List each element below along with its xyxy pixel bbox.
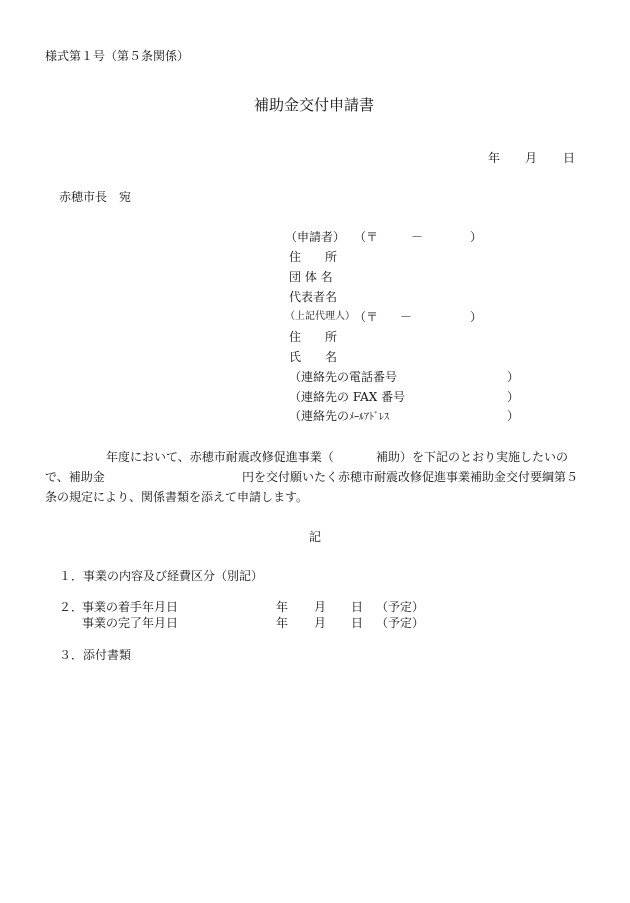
- applicant-rep-label: 代表者名: [289, 290, 338, 304]
- contact-email-small: ﾒｰﾙｱﾄﾞﾚｽ: [349, 412, 390, 423]
- applicant-address-label: 住 所: [289, 250, 338, 264]
- contact-email-prefix: （連絡先の: [289, 409, 350, 423]
- item2-end-label: 事業の完了年月日: [82, 616, 179, 630]
- agent-address-label: 住 所: [289, 330, 338, 344]
- agent-postal-open: （〒: [354, 310, 379, 324]
- item2-number: ２．: [59, 600, 84, 614]
- date-month: 月: [525, 151, 538, 165]
- agent-label: （上記代理人）: [285, 311, 355, 322]
- body-line1-b: 補助）を下記のとおり実施したいの: [376, 450, 569, 464]
- applicant-postal-dash: －: [411, 230, 424, 244]
- item2-end-year: 年: [276, 616, 289, 630]
- applicant-postal-close: ）: [470, 230, 483, 244]
- item2-start-planned: （予定）: [376, 600, 425, 614]
- body-line2-a: で、補助金: [45, 470, 105, 484]
- body-line3: 条の規定により、関係書類を添えて申請します。: [45, 490, 309, 504]
- item3: ３．添付書類: [59, 648, 132, 662]
- date-day: 日: [563, 151, 576, 165]
- form-number: 様式第１号（第５条関係）: [45, 49, 190, 63]
- agent-postal-close: ）: [470, 310, 483, 324]
- applicant-group-label: 団 体 名: [289, 270, 333, 284]
- contact-fax-label: （連絡先の FAX 番号: [289, 390, 406, 404]
- body-line2-b: 円を交付願いたく赤穂市耐震改修促進事業補助金交付要綱第５: [242, 470, 579, 484]
- item2-end-month: 月: [314, 616, 327, 630]
- contact-email-close: ）: [507, 409, 520, 423]
- date-year: 年: [488, 151, 501, 165]
- applicant-label: （申請者）: [285, 230, 346, 244]
- item2-start-month: 月: [314, 600, 327, 614]
- item2-end-planned: （予定）: [376, 616, 425, 630]
- item2-start-day: 日: [351, 600, 364, 614]
- agent-postal-dash: －: [400, 310, 413, 324]
- contact-fax-close: ）: [507, 390, 520, 404]
- page-title: 補助金交付申請書: [254, 96, 375, 114]
- item2-end-day: 日: [351, 616, 364, 630]
- item2-start-year: 年: [276, 600, 289, 614]
- body-line1-a: 年度において、赤穂市耐震改修促進事業（: [106, 450, 334, 464]
- agent-name-label: 氏 名: [289, 350, 338, 364]
- contact-phone-close: ）: [507, 370, 520, 384]
- item1: １．事業の内容及び経費区分（別記）: [59, 569, 264, 583]
- ki-heading: 記: [309, 530, 322, 544]
- contact-email-label: [289, 410, 389, 423]
- applicant-postal-open: （〒: [354, 230, 379, 244]
- item2-start-label: 事業の着手年月日: [82, 600, 179, 614]
- addressee: 赤穂市長 宛: [59, 190, 132, 204]
- contact-phone-label: （連絡先の電話番号: [289, 370, 398, 384]
